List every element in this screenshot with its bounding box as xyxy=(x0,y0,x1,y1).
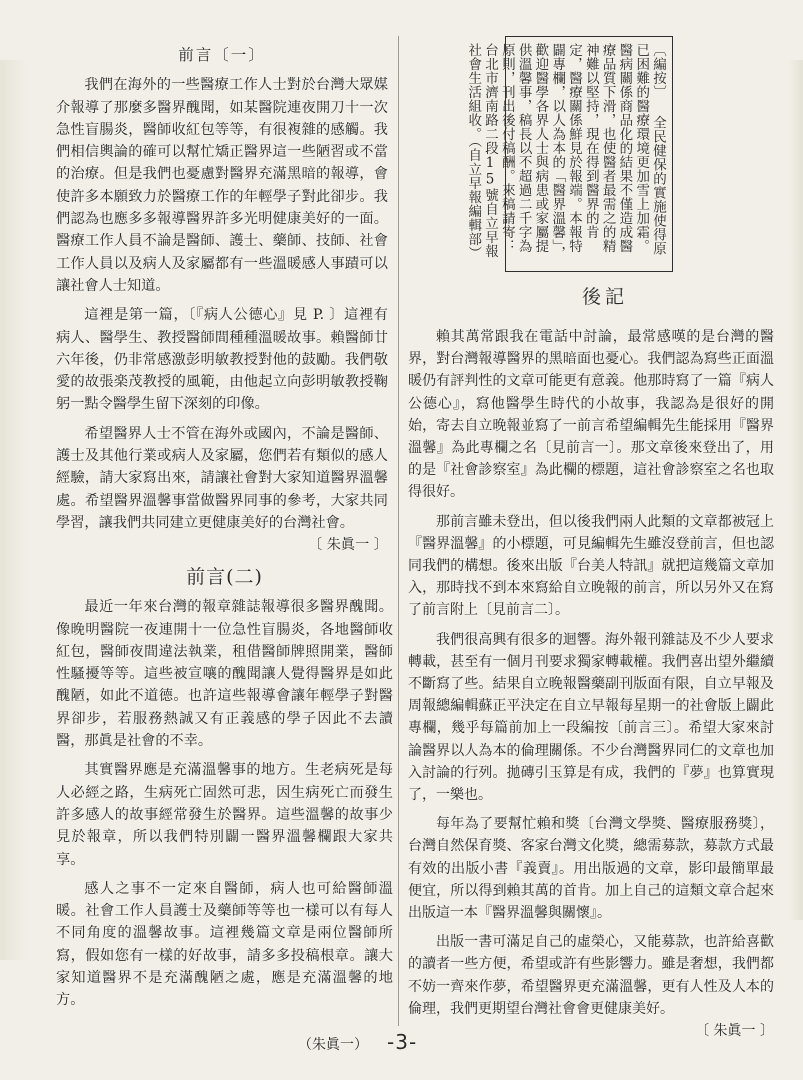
column-divider xyxy=(398,36,399,1026)
preface-two-paragraph-2: 其實醫界應是充滿溫馨事的地方。生老病死是每人必經之路，生病死亡固然可悲，因生病死亡而發生許多感人的故事經常發生於醫界。這些溫馨的故事少見於報章，所以我們特別闢一醫界溫馨欄跟大家共享。 xyxy=(56,762,393,868)
preface-two-signature: （朱眞一） xyxy=(298,1037,368,1053)
preface-two-paragraph-1: 最近一年來台灣的報章雜誌報導很多醫界醜聞。像晚明醫院一夜連開十一位急性盲腸炎，各地醫師收紅包，醫師夜間違法執業，租借醫師牌照開業，醫師性騷擾等等。這些被宣嚷的醜聞讓人覺得醫界是如此醜陋，如此不道德。也許這些報導會讓年輕學子對醫界卻步，若服務熱誠又有正義感的學子因此不去讀醫，那眞是社會的不幸。 xyxy=(56,599,393,750)
page-number: -3- xyxy=(387,1030,418,1054)
preface-one xyxy=(56,44,388,557)
preface-two-paragraph-3: 感人之事不一定來自醫師，病人也可給醫師溫暖。社會工作人員護士及藥師等等也一樣可以有每人不同角度的溫馨故事。這裡幾篇文章是兩位醫師所寫，假如您有一樣的好故事，請多多投稿根章。讓大家知道醫界不是充滿醜陋之處，應是充滿溫馨的地方。 xyxy=(56,880,393,1009)
facing-page-bleed-right xyxy=(789,60,803,920)
preface-one-paragraph-3-text: 希望醫界人士不管在海外或國內，不論是醫師、護士及其他行業或病人及家屬，您們若有類似的感人經驗，請大家寫出來，請讓社會對大家知道醫界溫馨處。希望醫界溫馨事當做醫界同事的參考，大家共同學習，讓我們共同建立更健康美好的台灣社會。 xyxy=(56,425,388,531)
editor-note-text: 〔編按〕 全民健保的實施使得原已困難的醫療環境更加雪上加霜。醫病關係商品化的結果不僅造成醫療品質下滑，也使醫者最需之的精神難以堅持，現在得到醫界的肯定，醫療關係鮮見於報端。本報特闢專欄，以人為本的「醫界溫馨」，歡迎醫學各界人士與病患或家屬提供溫馨事，稿長以不超過二千字為原則，刊出後付稿酬。來稿請寄：台北市濟南路二段15號自立早報社會生活組收。（自立早報編輯部） xyxy=(465,43,666,261)
afterword-paragraph-5-text: 出版一書可滿足自己的虛榮心，又能募款，也許給喜歡的讀者一些方便，希望或許有些影響力。雖是奢想，我們都不妨一齊來作夢，希望醫界更充滿溫馨，更有人性及人本的倫理，我們更期望台灣社會會更健康美好。 xyxy=(408,934,774,1017)
preface-one-paragraph-1: 我們在海外的一些醫療工作人士對於台灣大眾媒介報導了那麼多醫界醜聞，如某醫院連夜開刀十一次急性盲腸炎，醫師收紅包等等，有很複雜的感觸。我們相信輿論的確可以幫忙矯正醫界這一些陋習或不當的治療。但是我們也憂慮對醫界充滿黑暗的報導，會使許多本願致力於醫療工作的年輕學子對此卻步。我們認為也應多多報導醫界許多光明健康美好的一面。醫療工作人員不論是醫師、護士、藥師、技師、社會工作人員以及病人及家屬都有一些溫暖感人事蹟可以讓社會人士知道。 xyxy=(56,77,388,294)
afterword-paragraph-5 xyxy=(408,931,774,1040)
preface-one-paragraph-2: 這裡是第一篇，〔『病人公德心』見 P. 〕這裡有病人、醫學生、教授醫師間種種溫暖故事。賴醫師廿六年後，仍非常感激彭明敏教授對他的鼓勵。我們敬愛的故張楽茂教授的風範，由他起立向彭明敏教授鞠躬一點令醫學生留下深刻的印像。 xyxy=(56,307,388,413)
afterword-paragraph-1: 賴其萬常跟我在電話中討論，最常感嘆的是台灣的醫界，對台灣報導醫界的黑暗面也憂心。我們認為寫些正面溫暖仍有評判性的文章可能更有意義。他那時寫了一篇『病人公德心』，寫他醫學生時代的小故事，我認為是很好的開始，寄去自立晚報並寫了一前言希望編輯先生能採用『醫界溫馨』為此專欄之名〔見前言一〕。那文章後來登出了，用的是『社會診察室』為此欄的標題，這社會診察室之名也取得很好。 xyxy=(408,329,774,501)
preface-one-signature: 〔 朱眞一 〕 xyxy=(308,537,388,554)
facing-page-bleed-left xyxy=(0,60,26,960)
afterword-signature: 〔 朱眞一 〕 xyxy=(695,1023,774,1040)
afterword-paragraph-2: 那前言雖未登出，但以後我們兩人此類的文章都被冠上『醫界溫馨』的小標題，可見編輯先生雖沒登前言，但也認同我們的構想。後來出版『台美人特訊』就把這幾篇文章加入，那時找不到本來寫給自立晚報的前言，所以另外又在寫了前言附上〔見前言二〕。 xyxy=(408,513,774,619)
preface-two-title: 前言(二) xyxy=(186,566,263,588)
afterword-paragraph-4: 每年為了要幫忙賴和獎〔台灣文學獎、醫療服務獎〕，台灣自然保育獎、客家台灣文化獎，總需募款，募款方式最有效的出版小書『義賣』。用出版過的文章，影印最簡單最便宜，所以得到賴其萬的首肯。加上自己的這類文章合起來出版這一本『醫界溫馨與關懷』。 xyxy=(408,816,774,922)
afterword xyxy=(408,326,774,1042)
preface-one-paragraph-3 xyxy=(56,423,388,554)
preface-one-title: 前言〔一〕 xyxy=(178,46,266,64)
editor-note-box xyxy=(465,36,673,272)
preface-two xyxy=(56,566,393,1019)
afterword-paragraph-3: 我們很高興有很多的迴響。海外報刊雜誌及不少人要求轉載，甚至有一個月刊要求獨家轉載權。我們喜出望外繼續不斷寫了些。結果自立晚報醫藥副刊版面有限，自立早報及周報總編輯蘇正平決定在自立早報每星期一的社會版上闢此專欄，幾乎每篇前加上一段編按〔前言三〕。希望大家來討論醫界以人為本的倫理關係。不少台灣醫界同仁的文章也加入討論的行列。拋磚引玉算是有成，我們的『夢』也算實現了，一樂也。 xyxy=(408,631,774,804)
afterword-title: 後記 xyxy=(581,286,628,308)
